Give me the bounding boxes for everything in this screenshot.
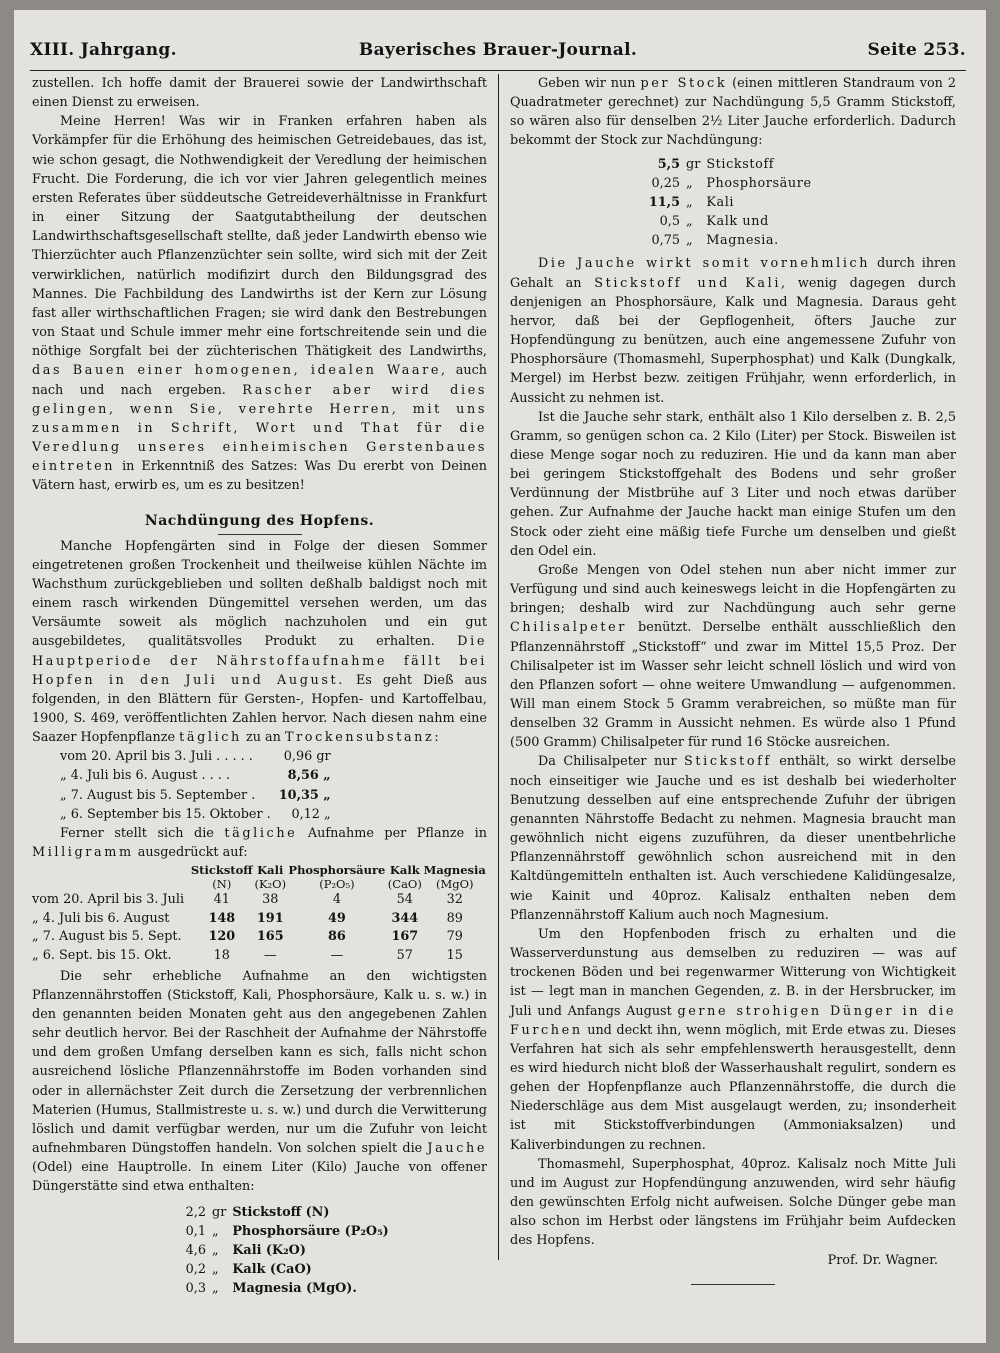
paragraph: Die sehr erhebliche Aufnahme an den wichtigsten Pflanzennährstoffen (Stickstoff, Kali, Phosphorsäure, Kalk u. s. w.) in den genannten beiden Monaten geht aus den angegebenen Zahlen sehr deutlich hervor. Bei der Raschheit der Aufnahme der Nährstoffe und dem großen Umfang derselben kann es sich, falls nicht schon ausreichend lösliche Pflanzennährstoffe im Boden vorhanden sind oder in allernächster Zeit durch die Zersetzung der verbrennlichen Materien (Humus, Stallmistreste u. s. w.) und durch die Verwitterung löslich und damit verfügbar werden, nur um die Zufuhr von leicht aufnehmbaren Düngstoffen handeln. Von solchen spielt die Jauche (Odel) eine Hauptrolle. In einem Liter (Kilo) Jauche von offener Düngerstätte sind etwa enthalten: [32, 968, 487, 1195]
value-cell: 4 [332, 892, 341, 908]
right-column [510, 74, 956, 1285]
unit-cell: „ [686, 175, 693, 191]
table-row [60, 786, 331, 805]
section-heading: Nachdüngung des Hopfens. [144, 513, 375, 530]
paragraph: Die Jauche wirkt somit vornehmlich durch ihren Gehalt an Stickstoff und Kali, wenig dagegen durch denjenigen an Phosphorsäure, Kalk und Magnesia. Daraus geht hervor, daß bei der Gepflogenheit, öfters Jauche zur Hopfendüngung zu benützen, auch eine angemessene Zufuhr von Phosphorsäure (Thomasmehl, Superphosphat) und Kalk (Dungkalk, Mergel) im Herbst bezw. zeitigen Frühjahr, wenn erforderlich, in Aussicht zu nehmen ist. [510, 256, 956, 406]
name-cell: Stickstoff [706, 156, 775, 172]
column-header: Kali [257, 863, 284, 878]
column-formula: (MgO) [435, 877, 474, 892]
paragraph: Meine Herren! Was wir in Franken erfahren haben als Vorkämpfer für die Erhöhung des heimischen Getreidebaues, das ist, wie schon gesagt, die Nothwendigkeit der Veredlung der heimischen Frucht. Die Forderung, die ich vor vier Jahren gelegentlich meines ersten Referates über süddeutsche Getreideverhältnisse in Frankfurt in einer Sitzung der Saatgutabtheilung der deutschen Landwirthschaftsgesellschaft stellte, daß jeder Landwirth ebenso wie Thierzüchter auch Pflanzenzüchter sein sollte, wird sich mit der Zeit verwirklichen, natürlich modifizirt durch den Bildungsgrad des Mannes. Die Fachbildung des Landwirths ist der Kern zur Lösung fast aller wirthschaftlichen Fragen; sie wird dank den Bestrebungen von Staat und Schule immer mehr eine fortschreitende sein und die nöthige Sorgfalt bei der züchterischen Thätigkeit des Landwirths, das Bauen einer homogenen, idealen Waare, auch nach und nach ergeben. Rascher aber wird dies gelingen, wenn Sie, verehrte Herren, mit uns zusammen in Schrift, Wort und That für die Veredlung unseres einheimischen Gerstenbaues eintreten in Erkenntniß des Satzes: Was Du ererbt von Deinen Vätern hast, erwirb es, um es zu besitzen! [32, 114, 487, 494]
stock-dose-list [648, 155, 818, 251]
paragraph: Thomasmehl, Superphosphat, 40proz. Kalisalz noch Mitte Juli und im August zur Hopfendüngung anzuwenden, wird sehr häufig den gewünschten Erfolg nicht aufweisen. Solche Dünger gebe man also schon im Herbst oder längstens im Frühjahr beim Aufdecken des Hopfens. [510, 1156, 956, 1249]
value-cell: 54 [396, 892, 413, 908]
nutrient-table [32, 863, 487, 965]
value-cell: 18 [213, 948, 230, 964]
list-item [648, 231, 818, 250]
table-row [32, 891, 487, 910]
jauche-content-list [172, 1203, 395, 1299]
amount-cell: 0,5 [659, 214, 680, 230]
amount-cell: 0,2 [185, 1261, 206, 1277]
table-row [32, 928, 487, 947]
period-cell: „ 4. Juli bis 6. August [32, 910, 170, 926]
value-cell: 32 [446, 892, 463, 908]
page-header [30, 40, 966, 68]
unit-cell: „ [212, 1261, 219, 1277]
list-item [648, 155, 818, 174]
period-cell: „ 7. August bis 5. Sept. [32, 929, 182, 945]
column-header: Kalk [389, 863, 420, 878]
value-cell: — [330, 948, 344, 964]
table-row [60, 747, 331, 766]
value-cell: 79 [446, 929, 463, 945]
value-cell: 0,12 „ [291, 806, 331, 822]
period-cell: vom 20. April bis 3. Juli . . . . . [60, 749, 253, 765]
dry-matter-table [60, 747, 331, 824]
name-cell: Kali [706, 194, 735, 210]
period-cell: „ 7. August bis 5. September . [60, 787, 256, 803]
paragraph: Um den Hopfenboden frisch zu erhalten und die Wasserverdunstung aus demselben zu reduziren — was auf trockenen Böden und bei regenwarmer Witterung von Wichtigkeit ist — legt man in manchen Gegenden, z. B. in der Hersbrucker, im Juli und Anfangs August gerne strohigen Dünger in die Furchen und deckt ihn, wenn möglich, mit Erde etwas zu. Dieses Verfahren hat sich als sehr empfehlenswerth herausgestellt, denn es wird hiedurch nicht bloß der Wasserhaushalt regulirt, sondern es gehen der Hopfenpflanze auch Pflanzennährstoffe, die durch die Niederschläge aus dem Mist ausgelaugt werden, zu; insonderheit ist mit Stickstoffverbindungen (Ammoniaksalzen) und Kaliverbindungen zu rechnen. [510, 926, 957, 1153]
paragraph: Manche Hopfengärten sind in Folge der diesen Sommer eingetretenen großen Trockenheit und theilweise kühlen Nächte im Wachsthum zurückgeblieben und sollten deßhalb baldigst noch mit einem rasch wirkenden Düngemittel versehen werden, um das Versäumte soweit als möglich nachzuholen und ein gut ausgebildetes, qualitätsvolles Produkt zu erhalten. Die Hauptperiode der Nährstoffaufnahme fällt bei Hopfen in den Juli und August. Es geht Dieß aus folgenden, in den Blättern für Gersten-, Hopfen- und Kartoffelbau, 1900, S. 469, veröffentlichten Zahlen hervor. Nach diesen nahm eine Saazer Hopfenpflanze täglich zu an Trockensubstanz: [32, 538, 487, 746]
unit-cell: „ [686, 233, 693, 249]
value-cell: 165 [256, 929, 284, 945]
unit-cell: „ [212, 1223, 219, 1239]
amount-cell: 0,75 [651, 233, 680, 249]
value-cell: 89 [446, 910, 463, 926]
header-rule [30, 70, 966, 71]
name-cell: Phosphorsäure (P₂O₅) [232, 1223, 389, 1239]
value-cell: 344 [391, 910, 419, 926]
name-cell: Magnesia (MgO). [232, 1281, 357, 1297]
amount-cell: 2,2 [185, 1204, 206, 1220]
unit-cell: „ [686, 194, 693, 210]
table-row [32, 910, 487, 929]
amount-cell: 0,1 [185, 1223, 206, 1239]
paragraph: Geben wir nun per Stock (einen mittleren Standraum von 2 Quadratmeter gerechnet) zur Nachdüngung 5,5 Gramm Stickstoff, so wären also für denselben 2½ Liter Jauche erforderlich. Dadurch bekommt der Stock zur Nachdüngung: [510, 76, 956, 149]
value-cell: 167 [391, 929, 419, 945]
paragraph: Da Chilisalpeter nur Stickstoff enthält, so wirkt derselbe noch einseitiger wie Jauche und es ist deshalb bei wiederholter Benutzung desselben auf eine entsprechende Zufuhr der übrigen genannten Nährstoffe Bedacht zu nehmen. Magnesia braucht man gewöhnlich nicht eigens zuzuführen, da dieser unentbehrliche Pflanzennährstoff gewöhnlich schon ausreichend mit in den Kaltdüngemitteln enthalten ist. Auch verschiedene Kalidüngesalze, wie Kainit und 40proz. Kalisalz enthalten neben dem Pflanzennährstoff Kalium auch noch Magnesium. [510, 754, 956, 923]
value-cell: 191 [256, 910, 284, 926]
value-cell: 49 [327, 910, 346, 926]
name-cell: Kalk (CaO) [232, 1261, 312, 1277]
value-cell: 15 [446, 948, 463, 964]
paragraph: Ferner stellt sich die tägliche Aufnahme per Pflanze in Milligramm ausgedrückt auf: [32, 825, 487, 861]
list-item [172, 1279, 395, 1298]
list-item [648, 174, 818, 193]
amount-cell: 11,5 [648, 194, 680, 210]
paragraph: Große Mengen von Odel stehen nun aber nicht immer zur Verfügung und sind auch keineswegs leicht in die Hopfengärten zu bringen; deshalb wird zur Nachdüngung auch sehr gerne Chilisalpeter benützt. Derselbe enthält ausschließlich den Pflanzennährstoff „Stickstoff“ und zwar im Mittel 15,5 Proz. Der Chilisalpeter ist im Wasser sehr leicht schnell löslich und wird von den Pflanzen sofort — ohne weitere Umwandlung — aufgenommen. Will man einem Stock 5 Gramm verabreichen, so müßte man für denselben 32 Gramm in Aussicht nehmen. Es würde also 1 Pfund (500 Gramm) Chilisalpeter für rund 16 Stöcke ausreichen. [510, 562, 956, 751]
column-formula: (K₂O) [254, 877, 287, 892]
paragraph: zustellen. Ich hoffe damit der Brauerei sowie der Landwirthschaft einen Dienst zu erweisen. [32, 76, 487, 111]
list-item [172, 1203, 395, 1222]
list-item [648, 212, 818, 231]
author-signature: Prof. Dr. Wagner. [827, 1252, 938, 1268]
name-cell: Kalk und [706, 214, 769, 230]
unit-cell: gr [212, 1204, 227, 1220]
value-cell: 10,35 „ [278, 787, 331, 803]
page-number: Seite 253. [867, 40, 966, 60]
column-header: Stickstoff [190, 863, 253, 878]
table-row [32, 947, 487, 966]
amount-cell: 0,25 [651, 175, 680, 191]
unit-cell: „ [686, 214, 693, 230]
volume-label: XIII. Jahrgang. [30, 40, 177, 60]
value-cell: 148 [208, 910, 236, 926]
period-cell: vom 20. April bis 3. Juli [32, 892, 185, 908]
name-cell: Phosphorsäure [706, 175, 812, 191]
column-header: Phosphorsäure [288, 863, 386, 878]
value-cell: 38 [262, 892, 279, 908]
title-rule [218, 534, 302, 535]
name-cell: Kali (K₂O) [232, 1242, 306, 1258]
value-cell: 86 [327, 929, 346, 945]
column-header: Magnesia [423, 863, 486, 878]
value-cell: 120 [208, 929, 236, 945]
amount-cell: 5,5 [657, 156, 680, 172]
table-row [60, 766, 331, 785]
journal-title: Bayerisches Brauer-Journal. [358, 40, 638, 60]
value-cell: 41 [213, 892, 230, 908]
column-formula: (CaO) [387, 877, 422, 892]
list-item [648, 193, 818, 212]
amount-cell: 0,3 [185, 1281, 206, 1297]
column-divider [498, 74, 499, 1260]
list-item [172, 1222, 395, 1241]
value-cell: 8,56 „ [287, 768, 331, 784]
period-cell: „ 6. September bis 15. Oktober . [60, 806, 271, 822]
unit-cell: „ [212, 1281, 219, 1297]
list-item [172, 1241, 395, 1260]
period-cell: „ 4. Juli bis 6. August . . . . [60, 768, 230, 784]
value-cell: 0,96 gr [283, 749, 331, 765]
unit-cell: „ [212, 1242, 219, 1258]
end-rule [691, 1284, 775, 1285]
left-column [32, 74, 487, 1298]
value-cell: 57 [396, 948, 413, 964]
name-cell: Magnesia. [706, 233, 779, 249]
period-cell: „ 6. Sept. bis 15. Okt. [32, 948, 172, 964]
paragraph: Ist die Jauche sehr stark, enthält also 1 Kilo derselben z. B. 2,5 Gramm, so genügen schon ca. 2 Kilo (Liter) per Stock. Bisweilen ist diese Menge sogar noch zu reduziren. Hie und da kann man aber bei geringem Stickstoffgehalt des Bodens und sehr großer Verdünnung der Mistbrühe auf 3 Liter und noch etwas darüber gehen. Zur Aufnahme der Jauche hackt man einige Stufen um den Stock oder zieht eine mäßig tiefe Furche um denselben und gießt den Odel ein. [510, 409, 956, 559]
list-item [172, 1260, 395, 1279]
column-formula: (P₂O₅) [319, 877, 355, 892]
name-cell: Stickstoff (N) [232, 1204, 330, 1220]
unit-cell: gr [686, 156, 701, 172]
column-formula: (N) [212, 877, 232, 892]
table-row [60, 805, 331, 824]
newspaper-page [14, 10, 986, 1343]
value-cell: — [263, 948, 277, 964]
amount-cell: 4,6 [185, 1242, 206, 1258]
